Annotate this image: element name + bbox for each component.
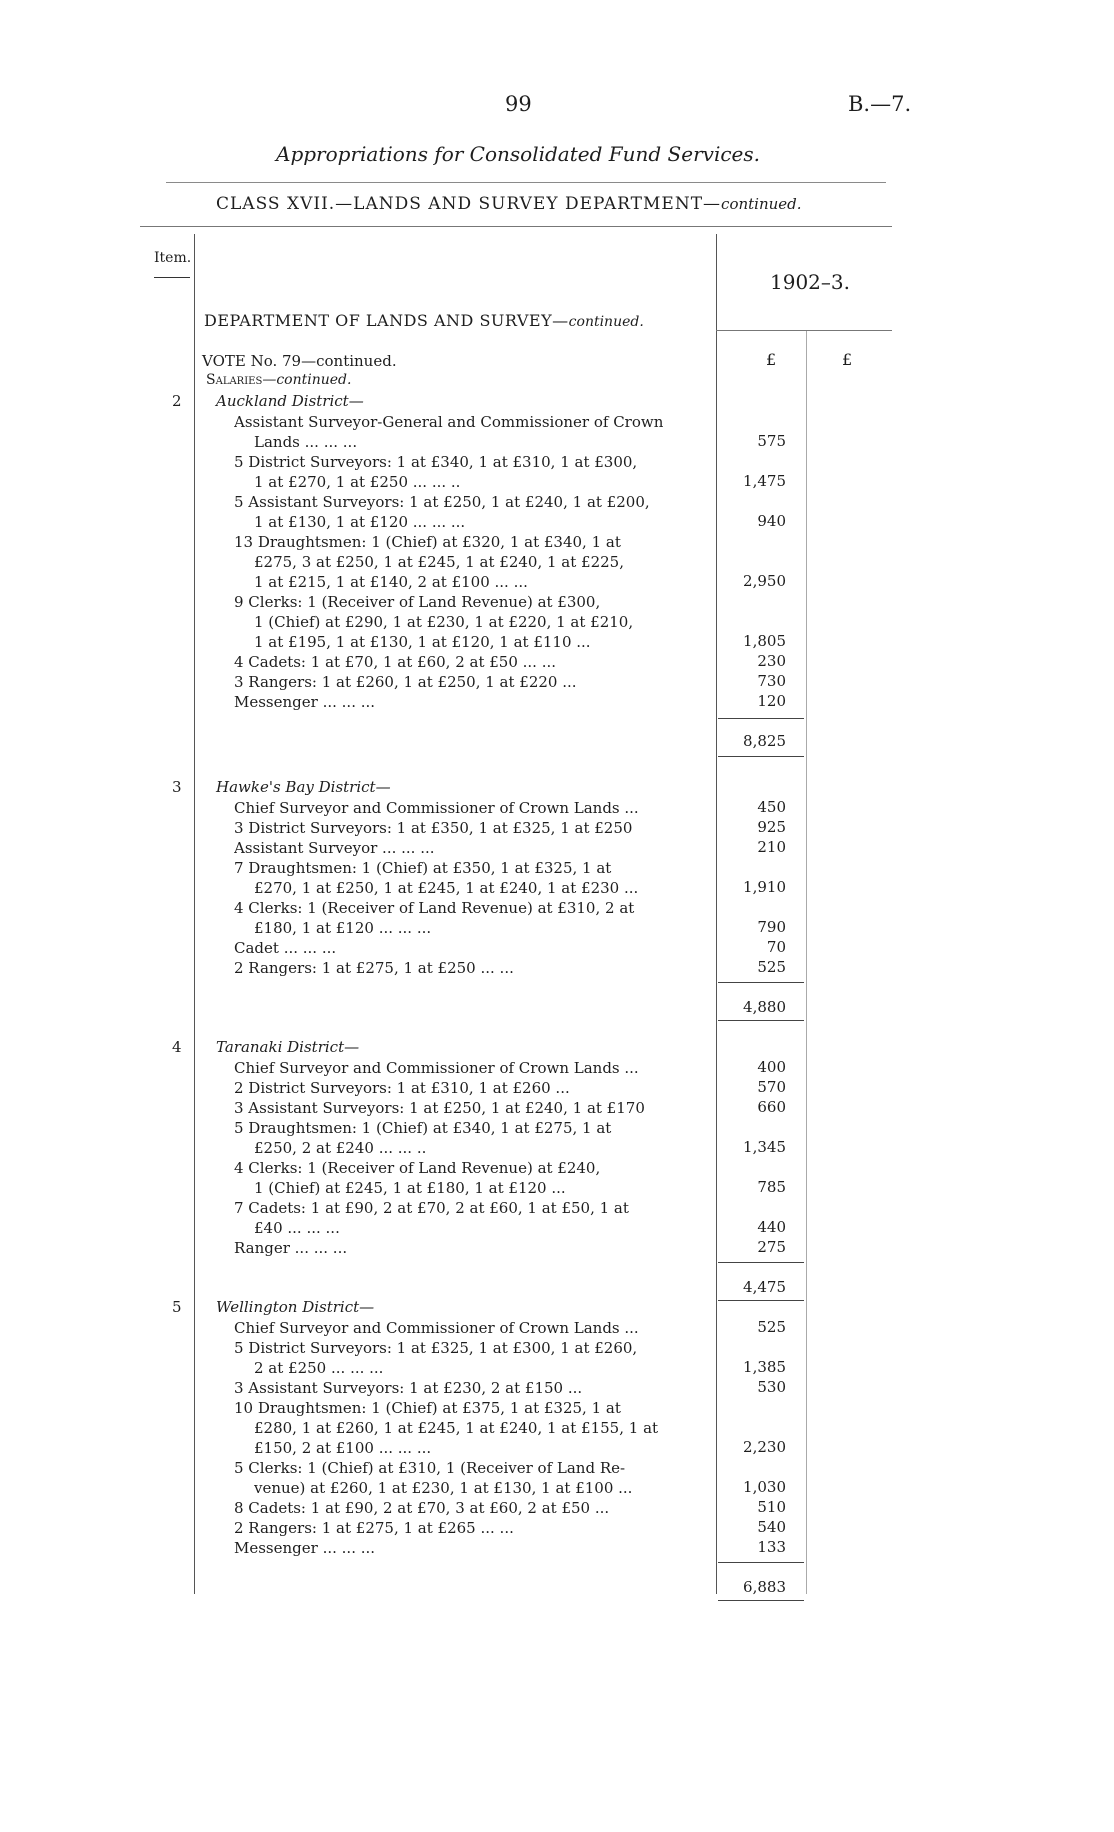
- entry-line: 5 Draughtsmen: 1 (Chief) at £340, 1 at £275, 1 at: [234, 1119, 612, 1137]
- total-column-divider: [806, 330, 807, 1594]
- entry-line: 3 Rangers: 1 at £260, 1 at £250, 1 at £220 ...: [234, 673, 577, 691]
- entry-line: £280, 1 at £260, 1 at £245, 1 at £240, 1 at £155, 1 at: [254, 1419, 659, 1437]
- entry-line: Assistant Surveyor ... ... ...: [234, 839, 435, 857]
- entry-line: 5 Assistant Surveyors: 1 at £250, 1 at £240, 1 at £200,: [234, 493, 650, 511]
- entry-line: Chief Surveyor and Commissioner of Crown Lands ...: [234, 799, 639, 817]
- entry-line: Messenger ... ... ...: [234, 1539, 376, 1557]
- subtotal-rule: [718, 1020, 804, 1021]
- entry-line: £40 ... ... ...: [254, 1219, 340, 1237]
- entry-line: £250, 2 at £240 ... ... ..: [254, 1139, 427, 1157]
- entry-amount: 2,950: [743, 572, 786, 590]
- entry-amount: 940: [757, 512, 786, 530]
- entry-line: 1 (Chief) at £245, 1 at £180, 1 at £120 ...: [254, 1179, 566, 1197]
- pound-sign-total-column: £: [842, 350, 853, 369]
- entry-line: 2 Rangers: 1 at £275, 1 at £265 ... ...: [234, 1519, 514, 1537]
- entry-line: 5 District Surveyors: 1 at £325, 1 at £300, 1 at £260,: [234, 1339, 638, 1357]
- entry-line: Ranger ... ... ...: [234, 1239, 348, 1257]
- entry-amount: 70: [766, 938, 786, 956]
- entry-amount: 1,805: [743, 632, 786, 650]
- entry-amount: 1,475: [743, 472, 786, 490]
- entry-line: 3 District Surveyors: 1 at £350, 1 at £325, 1 at £250: [234, 819, 633, 837]
- entry-amount: 440: [757, 1218, 786, 1236]
- subtotal-rule: [718, 1262, 804, 1263]
- year-column-header: 1902–3.: [770, 270, 850, 294]
- entry-line: 4 Cadets: 1 at £70, 1 at £60, 2 at £50 ... ...: [234, 653, 557, 671]
- year-header-rule: [716, 330, 892, 331]
- entry-line: 7 Cadets: 1 at £90, 2 at £70, 2 at £60, 1 at £50, 1 at: [234, 1199, 629, 1217]
- entry-line: 3 Assistant Surveyors: 1 at £230, 2 at £150 ...: [234, 1379, 583, 1397]
- district-total: 4,880: [743, 998, 786, 1016]
- entry-line: Lands ... ... ...: [254, 433, 358, 451]
- entry-amount: 525: [757, 958, 786, 976]
- entry-line: 9 Clerks: 1 (Receiver of Land Revenue) at £300,: [234, 593, 601, 611]
- entry-line: Chief Surveyor and Commissioner of Crown Lands ...: [234, 1319, 639, 1337]
- entry-amount: 1,345: [743, 1138, 786, 1156]
- document-reference: B.—7.: [848, 92, 912, 116]
- entry-amount: 2,230: [743, 1438, 786, 1456]
- entry-amount: 660: [757, 1098, 786, 1116]
- entry-line: 1 at £130, 1 at £120 ... ... ...: [254, 513, 466, 531]
- subtotal-rule: [718, 756, 804, 757]
- department-heading-suffix: continued.: [568, 314, 644, 330]
- entry-line: 2 at £250 ... ... ...: [254, 1359, 384, 1377]
- entry-line: £275, 3 at £250, 1 at £245, 1 at £240, 1 at £225,: [254, 553, 624, 571]
- entry-line: 4 Clerks: 1 (Receiver of Land Revenue) at £310, 2 at: [234, 899, 635, 917]
- page-number: 99: [505, 92, 532, 116]
- vote-label: VOTE No. 79—continued.: [202, 352, 397, 370]
- entry-line: Messenger ... ... ...: [234, 693, 376, 711]
- entry-amount: 510: [757, 1498, 786, 1516]
- subtotal-rule: [718, 1562, 804, 1563]
- entry-amount: 790: [757, 918, 786, 936]
- entry-line: Cadet ... ... ...: [234, 939, 337, 957]
- entry-amount: 400: [757, 1058, 786, 1076]
- district-total: 4,475: [743, 1278, 786, 1296]
- entry-line: 4 Clerks: 1 (Receiver of Land Revenue) at £240,: [234, 1159, 601, 1177]
- item-number: 2: [172, 392, 182, 410]
- entry-line: Assistant Surveyor-General and Commissioner of Crown: [234, 413, 664, 431]
- entry-amount: 570: [757, 1078, 786, 1096]
- district-total: 8,825: [743, 732, 786, 750]
- entry-line: 7 Draughtsmen: 1 (Chief) at £350, 1 at £325, 1 at: [234, 859, 612, 877]
- entry-line: 5 District Surveyors: 1 at £340, 1 at £310, 1 at £300,: [234, 453, 638, 471]
- district-name: Hawke's Bay District—: [216, 778, 391, 796]
- item-number: 3: [172, 778, 182, 796]
- entry-line: 1 at £215, 1 at £140, 2 at £100 ... ...: [254, 573, 528, 591]
- subtotal-rule: [718, 1600, 804, 1601]
- entry-amount: 1,385: [743, 1358, 786, 1376]
- entry-amount: 785: [757, 1178, 786, 1196]
- entry-amount: 525: [757, 1318, 786, 1336]
- class-heading-suffix: continued.: [721, 195, 802, 213]
- entry-line: venue) at £260, 1 at £230, 1 at £130, 1 at £100 ...: [254, 1479, 633, 1497]
- entry-amount: 133: [757, 1538, 786, 1556]
- pound-sign-amount-column: £: [766, 350, 777, 369]
- entry-amount: 450: [757, 798, 786, 816]
- table-top-rule: [140, 226, 892, 227]
- item-number: 5: [172, 1298, 182, 1316]
- entry-line: 5 Clerks: 1 (Chief) at £310, 1 (Receiver of Land Re-: [234, 1459, 626, 1477]
- entry-amount: 540: [757, 1518, 786, 1536]
- entry-line: 3 Assistant Surveyors: 1 at £250, 1 at £240, 1 at £170: [234, 1099, 645, 1117]
- entry-line: £150, 2 at £100 ... ... ...: [254, 1439, 432, 1457]
- subtotal-rule: [718, 982, 804, 983]
- entry-amount: 210: [757, 838, 786, 856]
- district-name: Auckland District—: [216, 392, 364, 410]
- entry-line: Chief Surveyor and Commissioner of Crown Lands ...: [234, 1059, 639, 1077]
- entry-line: 2 District Surveyors: 1 at £310, 1 at £260 ...: [234, 1079, 570, 1097]
- entry-amount: 925: [757, 818, 786, 836]
- page-title: Appropriations for Consolidated Fund Services.: [276, 142, 761, 166]
- district-total: 6,883: [743, 1578, 786, 1596]
- entry-line: £270, 1 at £250, 1 at £245, 1 at £240, 1 at £230 ...: [254, 879, 639, 897]
- entry-amount: 1,030: [743, 1478, 786, 1496]
- entry-amount: 575: [757, 432, 786, 450]
- entry-line: 13 Draughtsmen: 1 (Chief) at £320, 1 at £340, 1 at: [234, 533, 621, 551]
- item-header-rule: [154, 277, 190, 278]
- subtotal-rule: [718, 718, 804, 719]
- entry-line: 2 Rangers: 1 at £275, 1 at £250 ... ...: [234, 959, 514, 977]
- entry-amount: 120: [757, 692, 786, 710]
- subtotal-rule: [718, 1300, 804, 1301]
- item-column-divider: [194, 234, 195, 1594]
- entry-line: 8 Cadets: 1 at £90, 2 at £70, 3 at £60, 2 at £50 ...: [234, 1499, 610, 1517]
- entry-amount: 275: [757, 1238, 786, 1256]
- salaries-label: Salaries—continued.: [206, 372, 352, 388]
- department-heading: DEPARTMENT OF LANDS AND SURVEY—continued.: [204, 311, 644, 330]
- title-rule: [166, 182, 886, 183]
- district-name: Wellington District—: [216, 1298, 375, 1316]
- entry-line: 1 at £195, 1 at £130, 1 at £120, 1 at £110 ...: [254, 633, 591, 651]
- entry-amount: 530: [757, 1378, 786, 1396]
- item-number: 4: [172, 1038, 182, 1056]
- entry-amount: 730: [757, 672, 786, 690]
- entry-line: 1 (Chief) at £290, 1 at £230, 1 at £220, 1 at £210,: [254, 613, 634, 631]
- entry-amount: 230: [757, 652, 786, 670]
- entry-line: 10 Draughtsmen: 1 (Chief) at £375, 1 at £325, 1 at: [234, 1399, 621, 1417]
- item-column-header: Item.: [154, 250, 192, 266]
- entry-line: £180, 1 at £120 ... ... ...: [254, 919, 432, 937]
- class-heading: CLASS XVII.—LANDS AND SURVEY DEPARTMENT—continued.: [216, 194, 802, 214]
- entry-amount: 1,910: [743, 878, 786, 896]
- entry-line: 1 at £270, 1 at £250 ... ... ..: [254, 473, 461, 491]
- district-name: Taranaki District—: [216, 1038, 360, 1056]
